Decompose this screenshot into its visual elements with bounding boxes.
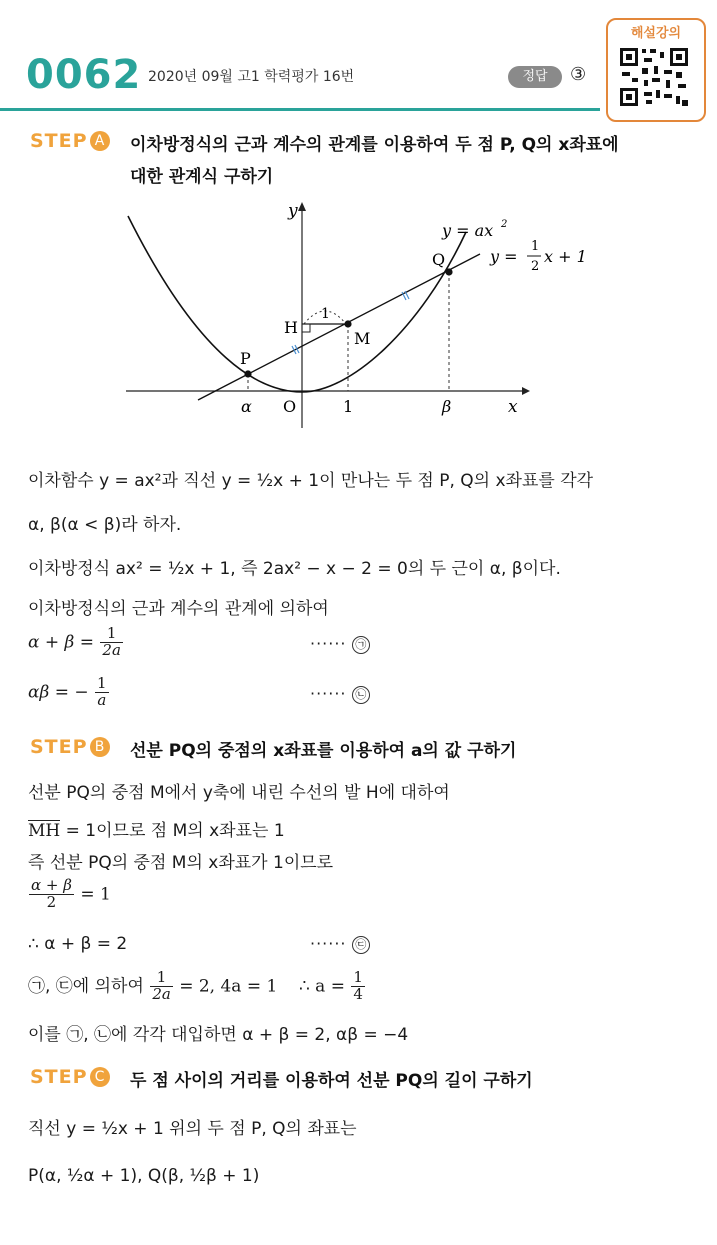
step-b-line-2-rest: = 1이므로 점 M의 x좌표는 1 <box>60 821 285 841</box>
tick-beta-label: β <box>442 397 452 416</box>
curve-label-exponent: 2 <box>501 219 508 230</box>
equation-1-mark <box>310 634 370 654</box>
line-graph <box>198 254 480 400</box>
x-axis-label: x <box>508 397 518 417</box>
step-b-title: 선분 PQ의 중점의 x좌표를 이용하여 a의 값 구하기 <box>130 741 517 761</box>
point-q-label: Q <box>432 250 446 269</box>
point-m-label: M <box>354 329 371 348</box>
line-label-suffix: x + 1 <box>544 247 587 266</box>
step-c-title: 두 점 사이의 거리를 이용하여 선분 PQ의 길이 구하기 <box>130 1071 533 1091</box>
step-c-badge: C <box>90 1067 110 1087</box>
eq2-lhs: αβ = − <box>28 682 89 703</box>
step-b-line-2 <box>28 816 285 841</box>
equation-3-mark: ······ ㉢ <box>310 934 370 954</box>
body-line-1: 이차함수 y = ax²과 직선 y = ½x + 1이 만나는 두 점 P, Q의 x좌표를 각각 <box>28 471 594 491</box>
header-divider <box>0 108 600 111</box>
step-b-line-5: ∴ α + β = 2 <box>28 934 128 954</box>
body-line-4: 이차방정식의 근과 계수의 관계에 의하여 <box>28 599 329 619</box>
step-b-line-7: 이를 ㉠, ㉡에 각각 대입하면 α + β = 2, αβ = −4 <box>28 1025 409 1045</box>
point-q-dot <box>445 268 452 275</box>
mark-1: ㉠ <box>352 636 370 654</box>
eq1-fraction: $\frac{1}{2a}$ <box>102 624 121 659</box>
qr-label: 해설강의 <box>630 26 682 41</box>
problem-number: 0062 <box>26 52 142 98</box>
step-a-title-2: 대한 관계식 구하기 <box>130 167 274 187</box>
answer-label-badge: 정답 <box>508 66 562 88</box>
mh-length-label: 1 <box>321 306 330 322</box>
answer-value: ③ <box>570 64 587 85</box>
point-h-label: H <box>284 318 298 337</box>
line-label-numerator: 1 <box>531 239 540 254</box>
equation-1 <box>28 626 124 659</box>
origin-label: O <box>283 397 297 416</box>
eq1-lhs: α + β = <box>28 632 95 653</box>
step-c-line-2: P(α, ½α + 1), Q(β, ½β + 1) <box>28 1166 260 1186</box>
body-line-2: α, β(α < β)라 하자. <box>28 515 182 535</box>
step-b-line-6: ㉠, ㉢에 의하여 $\frac{1}{2a}$ = 2, 4a = 1 ∴ a = $\frac{1}{4}$ <box>28 968 363 1003</box>
qr-code-icon[interactable] <box>618 46 690 108</box>
y-axis-arrow <box>298 202 306 211</box>
exam-info: 2020년 09월 고1 학력평가 16번 <box>148 69 355 85</box>
step-b-line-3: 즉 선분 PQ의 중점 M의 x좌표가 1이므로 <box>28 853 334 873</box>
point-p-dot <box>244 370 251 377</box>
step-b-heading <box>30 736 110 758</box>
curve-label: y = ax <box>442 221 494 240</box>
point-p-label: P <box>240 349 251 368</box>
y-axis-label: y <box>288 201 298 221</box>
midpoint-fraction: $\frac{\alpha + \beta}{2}$ <box>31 876 72 911</box>
mark-2: ㉡ <box>352 686 370 704</box>
step-b-line-1: 선분 PQ의 중점 M에서 y축에 내린 수선의 발 H에 대하여 <box>28 783 450 803</box>
step-b-label: STEP <box>30 736 88 758</box>
parabola-curve <box>128 216 466 392</box>
step-c-label: STEP <box>30 1066 88 1088</box>
step-a-label: STEP <box>30 130 88 152</box>
mark-3: ㉢ <box>352 936 370 954</box>
step-a-heading <box>30 130 110 152</box>
equation-2 <box>28 676 110 709</box>
step-c-heading <box>30 1066 110 1088</box>
equation-2-mark: ······ ㉡ <box>310 684 370 704</box>
step-a-badge: A <box>90 131 110 151</box>
point-m-dot <box>344 320 351 327</box>
step-c-line-1: 직선 y = ½x + 1 위의 두 점 P, Q의 좌표는 <box>28 1119 357 1139</box>
tick-one-label: 1 <box>343 397 354 416</box>
body-line-3: 이차방정식 ax² = ½x + 1, 즉 2ax² − x − 2 = 0의 두 근이 α, β이다. <box>28 559 561 579</box>
parabola-line-graph <box>0 190 717 450</box>
line-label-denominator: 2 <box>531 259 540 274</box>
step-b-badge: B <box>90 737 110 757</box>
eq2-fraction: $\frac{1}{a}$ <box>97 674 107 709</box>
mh-overline: MH <box>28 821 61 841</box>
tick-alpha-label: α <box>241 397 252 416</box>
dots: ······ <box>310 634 347 653</box>
right-angle-mark <box>302 324 310 332</box>
line-label-prefix: y = <box>490 247 518 266</box>
x-axis-arrow <box>522 387 530 395</box>
step-b-fraction-line: $\frac{\alpha + \beta}{2}$ = 1 <box>31 876 111 911</box>
step-a-title-1: 이차방정식의 근과 계수의 관계를 이용하여 두 점 P, Q의 x좌표에 <box>130 135 619 155</box>
